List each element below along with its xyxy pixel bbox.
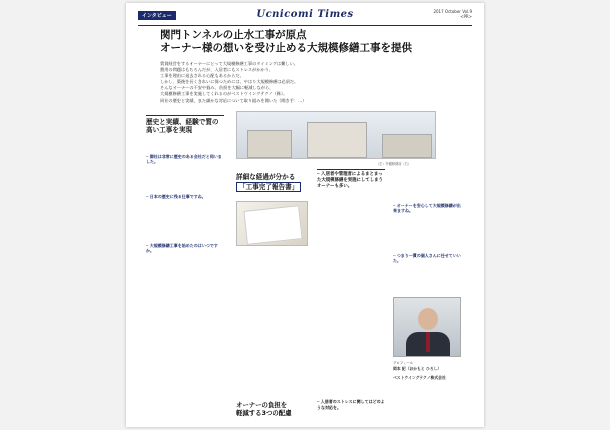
lead-line: 賃貸経営をするオーナーにとって大規模修繕工事のタイミングは難しい。: [160, 61, 298, 66]
building-shape: [247, 130, 292, 158]
profile-box: [393, 361, 461, 380]
lead-line: 大規模修繕工事を実施してくれるのがベストウイングテクノ（株）。: [160, 91, 288, 97]
headline: [160, 29, 460, 55]
profile-company: ベストウイングテクノ株式会社: [393, 375, 446, 380]
issue-date: 2017 October Vol.9: [433, 9, 472, 14]
profile-label: プロフィール: [393, 361, 414, 365]
question-residents: ─ 入居者のストレスに関してはどのような対応を。: [317, 399, 385, 410]
report-heading-line-1: 詳細な経過が分かる: [236, 173, 296, 181]
portrait-tie: [426, 332, 430, 352]
report-page-shape: [243, 205, 302, 245]
page-header: [138, 9, 472, 23]
section-heading-consideration: [236, 401, 308, 417]
consideration-line-2: 軽減する3つの配慮: [236, 409, 292, 417]
lead-line: しかし、築後を長くきれいに保つためには、やはり大規模修繕は必須だ。: [160, 79, 299, 85]
question-2: ─ 日本の歴史に残る仕事ですね。: [146, 194, 206, 199]
interview-tag: インタビュー: [138, 11, 176, 20]
interviewee-portrait: [393, 297, 461, 357]
issue-info: [433, 9, 472, 19]
lead-line: 費用の問題はもちろんだが、入居者にもストレスがかかり、: [160, 67, 273, 73]
question-owners: ─ 入居者や管理者によるまとまった大規模修繕を実施にしてしまうオーナーも多い。: [317, 169, 385, 190]
lead-line: 同社の歴史と実績、また細かな対応について取り組みを聞いた（聞き手：…）: [160, 97, 307, 103]
question-5: ─ つまり一貫の個人さんに任せていいた。: [393, 253, 461, 263]
report-book-photo: [236, 201, 308, 246]
headline-line-1: 関門トンネルの止水工事が原点: [160, 29, 307, 41]
photo-caption: （左）外観修繕前（右）: [376, 162, 412, 166]
question-3: ─ 大規模修繕工事を始めたのはいつですか。: [146, 243, 218, 253]
lead-line: 工事を理由に退去される心配もあるからだ。: [160, 73, 244, 79]
question-4: ─ オーナーを安心して大規模修繕が出来ますね。: [393, 203, 461, 213]
portrait-head: [418, 308, 438, 330]
question-1: ─ 御社は非常に歴史のある会社だと伺いました。: [146, 154, 222, 164]
publication-logo: Ucnicomi Times: [256, 9, 354, 20]
newsletter-page: [126, 3, 484, 427]
header-rule: [138, 25, 472, 26]
report-heading-line-2: 「工事完了報告書」: [236, 182, 301, 192]
lead-paragraph: [160, 61, 410, 104]
section-heading-report: [236, 173, 308, 192]
lead-line: そんなオーナーの不安や悩み、負担を大幅に軽減しながら、: [160, 85, 274, 91]
column-1-body: [146, 150, 224, 255]
profile-name: 岡本 紀（おかもと ひろし）: [393, 366, 442, 371]
section-heading-history: 歴史と実績、経験で質の高い工事を実現: [146, 115, 224, 134]
pr-label: <PR>: [460, 14, 472, 19]
column-4-body: [393, 103, 461, 265]
headline-line-2: オーナー様の想いを受け止める大規模修繕工事を提供: [160, 42, 412, 54]
building-shape: [307, 122, 367, 158]
consideration-line-1: オーナーの負担を: [236, 401, 288, 409]
